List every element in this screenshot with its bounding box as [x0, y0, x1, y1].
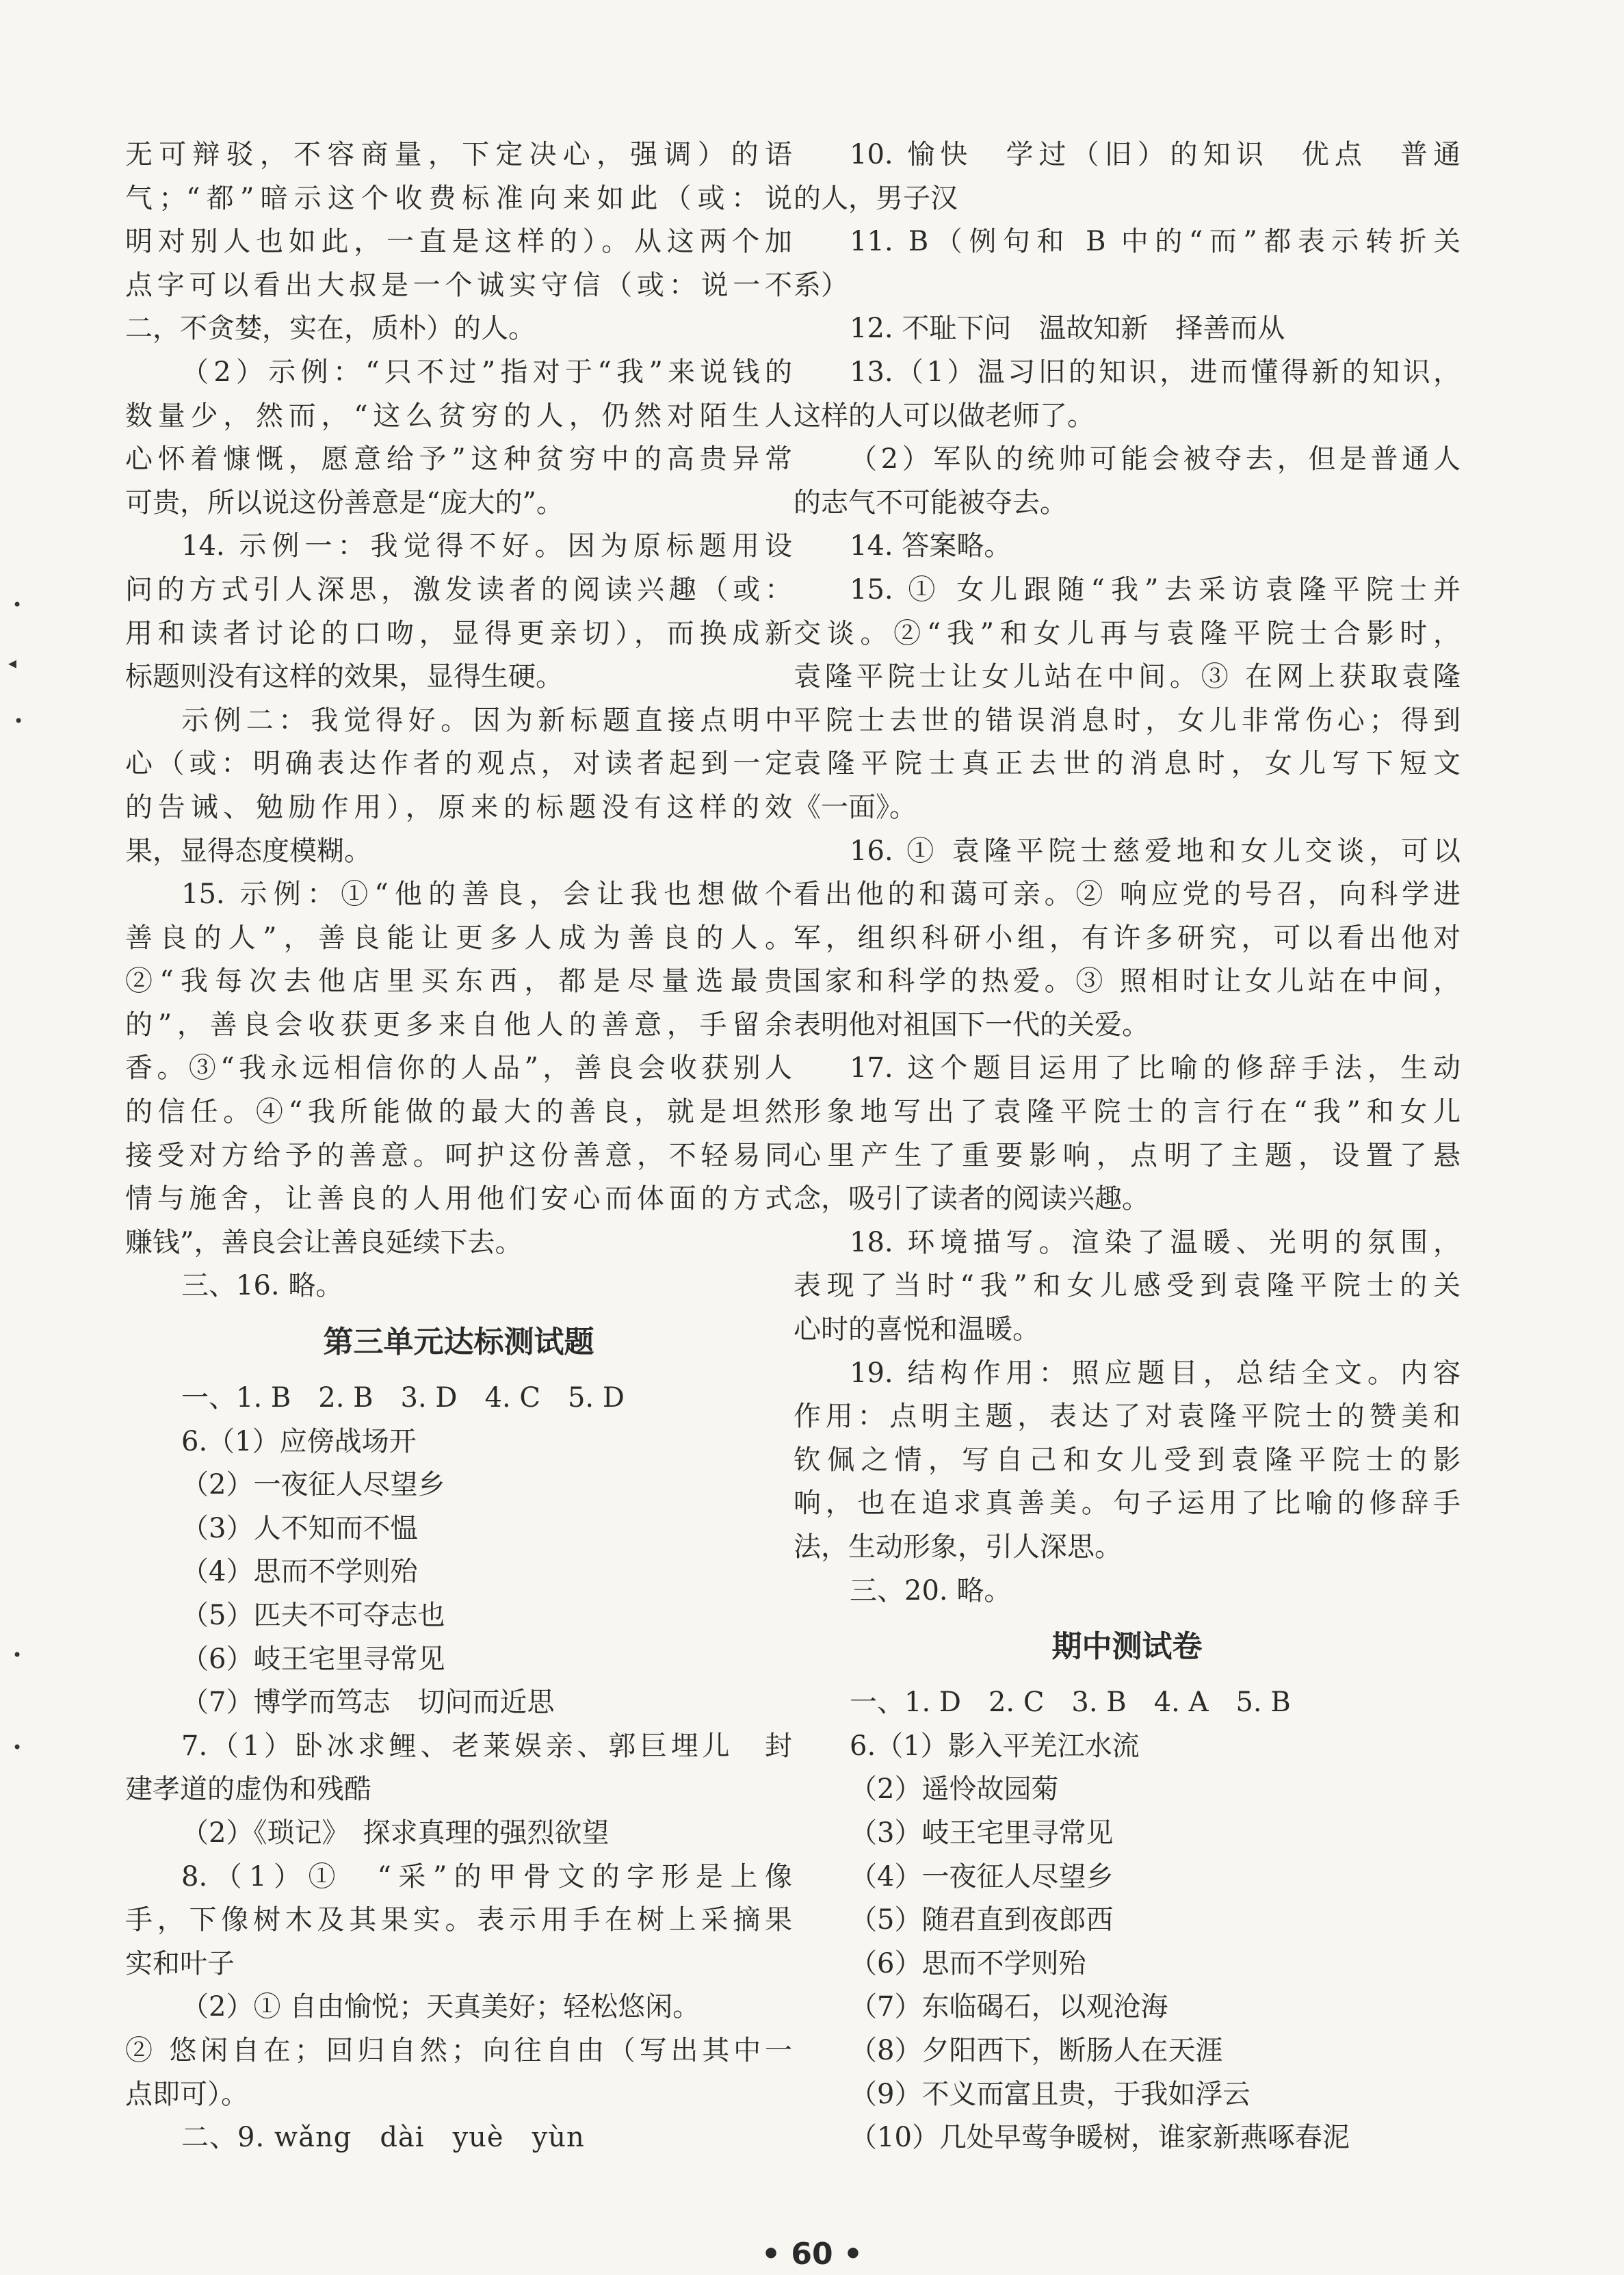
text-line: 这样的人可以做老师了。 — [794, 400, 1095, 432]
text-line: 形象地写出了袁隆平院士的言行在“我”和女儿 — [794, 1096, 1461, 1128]
text-line: （3）人不知而不愠 — [181, 1512, 418, 1544]
text-line: （2）《琐记》 探求真理的强烈欲望 — [181, 1817, 610, 1849]
text-line: （6）思而不学则殆 — [850, 1947, 1086, 1979]
text-line: 法，生动形象，引人深思。 — [794, 1531, 1122, 1563]
text-line: 一、1. D 2. C 3. B 4. A 5. B — [850, 1687, 1291, 1719]
text-line: 交谈。②“我”和女儿再与袁隆平院士合影时， — [794, 617, 1461, 649]
text-line: 19. 结构作用：照应题目，总结全文。内容 — [850, 1357, 1461, 1389]
binding-mark: • — [12, 1738, 23, 1757]
text-line: 的”，善良会收获更多来自他人的善意，手留余 — [125, 1009, 792, 1041]
text-line: （3）岐王宅里寻常见 — [850, 1817, 1114, 1849]
text-line: （2）军队的统帅可能会被夺去，但是普通人 — [850, 443, 1461, 476]
text-line: 可贵，所以说这份善意是“庞大的”。 — [125, 486, 564, 519]
section-heading: 第三单元达标测试题 — [323, 1325, 594, 1360]
text-line: 三、20. 略。 — [850, 1574, 1012, 1607]
text-line: （7）博学而笃志 切问而近思 — [181, 1687, 555, 1719]
text-line: 国家和科学的热爱。③ 照相时让女儿站在中间， — [794, 965, 1461, 998]
text-line: 7.（1）卧冰求鲤、老莱娱亲、郭巨埋儿 封 — [181, 1730, 792, 1762]
text-line: 点即可）。 — [125, 2078, 248, 2110]
right-column — [794, 133, 1461, 2160]
text-line: （5）随君直到夜郎西 — [850, 1904, 1114, 1936]
text-line: ② 悠闲自在；回归自然；向往自由（写出其中一 — [125, 2034, 792, 2066]
text-line: 看出他的和蔼可亲。② 响应党的号召，向科学进 — [794, 879, 1461, 911]
text-line: 15. 示例：①“他的善良，会让我也想做个 — [181, 879, 792, 911]
text-line: 二，不贪婪，实在，质朴）的人。 — [125, 313, 536, 345]
text-line: 心时的喜悦和温暖。 — [794, 1314, 1040, 1346]
text-line: （9）不义而富且贵，于我如浮云 — [850, 2078, 1250, 2110]
binding-mark: • — [12, 595, 23, 614]
text-line: （2）示例：“只不过”指对于“我”来说钱的 — [181, 356, 792, 388]
text-line: 6.（1）应傍战场开 — [181, 1425, 417, 1457]
text-line: 系） — [794, 269, 848, 301]
text-line: 表现了当时“我”和女儿感受到袁隆平院士的关 — [794, 1270, 1461, 1302]
text-line: 13.（1）温习旧的知识，进而懂得新的知识， — [850, 356, 1461, 388]
text-line: 8.（1）① “采”的甲骨文的字形是上像 — [181, 1860, 792, 1893]
text-line: 实和叶子 — [125, 1947, 235, 1979]
text-line: （8）夕阳西下，断肠人在天涯 — [850, 2034, 1223, 2066]
text-line: 手，下像树木及其果实。表示用手在树上采摘果 — [125, 1904, 792, 1936]
text-line: 心（或：明确表达作者的观点，对读者起到一定 — [125, 748, 792, 780]
text-line: （2）一夜征人尽望乡 — [181, 1469, 445, 1501]
binding-mark: ◂ — [8, 653, 17, 673]
text-line: （5）匹夫不可夺志也 — [181, 1600, 445, 1631]
text-line: 表明他对祖国下一代的关爱。 — [794, 1009, 1149, 1041]
text-line: 用和读者讨论的口吻，显得更亲切），而换成新 — [125, 617, 792, 649]
text-line: 响，也在追求真善美。句子运用了比喻的修辞手 — [794, 1487, 1461, 1520]
text-line: 的信任。④“我所能做的最大的善良，就是坦然 — [125, 1096, 792, 1128]
text-line: 念，吸引了读者的阅读兴趣。 — [794, 1183, 1149, 1215]
text-line: 平院士去世的错误消息时，女儿非常伤心；得到 — [794, 704, 1461, 736]
text-line: 善良的人”，善良能让更多人成为善良的人。 — [125, 922, 792, 954]
text-line: 14. 示例一：我觉得不好。因为原标题用设 — [181, 530, 792, 562]
text-line: 袁隆平院士真正去世的消息时，女儿写下短文 — [794, 748, 1461, 780]
text-line: 15. ① 女儿跟随“我”去采访袁隆平院士并 — [850, 573, 1461, 606]
text-line: 18. 环境描写。渲染了温暖、光明的氛围， — [850, 1226, 1461, 1258]
text-line: 的志气不可能被夺去。 — [794, 486, 1067, 519]
text-line: 明对别人也如此，一直是这样的）。从这两个加 — [125, 226, 792, 258]
text-line: 建孝道的虚伪和残酷 — [125, 1773, 371, 1806]
text-line: 的人，男子汉 — [794, 182, 958, 214]
text-line: 心里产生了重要影响，点明了主题，设置了悬 — [794, 1139, 1461, 1171]
text-line: 6.（1）影入平羌江水流 — [850, 1730, 1140, 1762]
text-line: 17. 这个题目运用了比喻的修辞手法，生动 — [850, 1052, 1461, 1084]
text-line: （4）一夜征人尽望乡 — [850, 1860, 1114, 1893]
text-line: 接受对方给予的善意。呵护这份善意，不轻易同 — [125, 1139, 792, 1171]
text-line: 数量少，然而，“这么贫穷的人，仍然对陌生人 — [125, 400, 792, 432]
text-line: 14. 答案略。 — [850, 530, 1012, 562]
text-line: 示例二：我觉得好。因为新标题直接点明中 — [181, 704, 792, 736]
text-line: 11. B（例句和 B 中的“而”都表示转折关 — [850, 226, 1461, 258]
text-line: 16. ① 袁隆平院士慈爱地和女儿交谈，可以 — [850, 835, 1461, 867]
text-line: （6）岐王宅里寻常见 — [181, 1643, 445, 1675]
text-line: （10）几处早莺争暖树，谁家新燕啄春泥 — [850, 2122, 1350, 2154]
text-line: （7）东临碣石，以观沧海 — [850, 1991, 1168, 2023]
binding-mark: • — [12, 1646, 23, 1665]
text-line: 无可辩驳，不容商量，下定决心，强调）的语 — [125, 139, 792, 170]
text-line: 香。③“我永远相信你的人品”，善良会收获别人 — [125, 1052, 792, 1084]
text-line: 气；“都”暗示这个收费标准向来如此（或：说 — [125, 182, 792, 214]
text-line: 袁隆平院士让女儿站在中间。③ 在网上获取袁隆 — [794, 661, 1461, 693]
left-column — [125, 133, 792, 2160]
section-heading: 期中测试卷 — [1051, 1629, 1203, 1665]
text-line: 作用：点明主题，表达了对袁隆平院士的赞美和 — [794, 1401, 1461, 1433]
text-line: 一、1. B 2. B 3. D 4. C 5. D — [181, 1382, 625, 1414]
text-line: 二、9. wǎng dài yuè yùn — [181, 2122, 585, 2154]
text-line: 标题则没有这样的效果，显得生硬。 — [125, 661, 563, 693]
text-line: 三、16. 略。 — [181, 1270, 343, 1302]
binding-mark: • — [14, 712, 24, 731]
text-line: 心怀着慷慨，愿意给予”这种贫穷中的高贵异常 — [125, 443, 792, 476]
text-line: （2）① 自由愉悦；天真美好；轻松悠闲。 — [181, 1991, 700, 2023]
text-line: 12. 不耻下问 温故知新 择善而从 — [850, 313, 1285, 345]
text-line: 钦佩之情，写自己和女儿受到袁隆平院士的影 — [794, 1444, 1461, 1476]
text-line: 果，显得态度模糊。 — [125, 835, 371, 867]
text-line: 的告诫、勉励作用），原来的标题没有这样的效 — [125, 791, 792, 823]
text-line: 《一面》。 — [794, 791, 917, 823]
text-line: 赚钱”，善良会让善良延续下去。 — [125, 1226, 523, 1258]
text-line: 情与施舍，让善良的人用他们安心而体面的方式 — [125, 1183, 792, 1215]
text-line: （4）思而不学则殆 — [181, 1556, 418, 1588]
page-number: • 60 • — [761, 2237, 863, 2272]
text-line: 10. 愉快 学过（旧）的知识 优点 普通 — [850, 139, 1461, 170]
text-line: ②“我每次去他店里买东西，都是尽量选最贵 — [125, 965, 792, 998]
text-line: 问的方式引人深思，激发读者的阅读兴趣（或： — [125, 573, 792, 606]
text-line: 点字可以看出大叔是一个诚实守信（或：说一不 — [125, 269, 792, 301]
text-line: （2）遥怜故园菊 — [850, 1773, 1059, 1806]
text-line: 军，组织科研小组，有许多研究，可以看出他对 — [794, 922, 1461, 954]
